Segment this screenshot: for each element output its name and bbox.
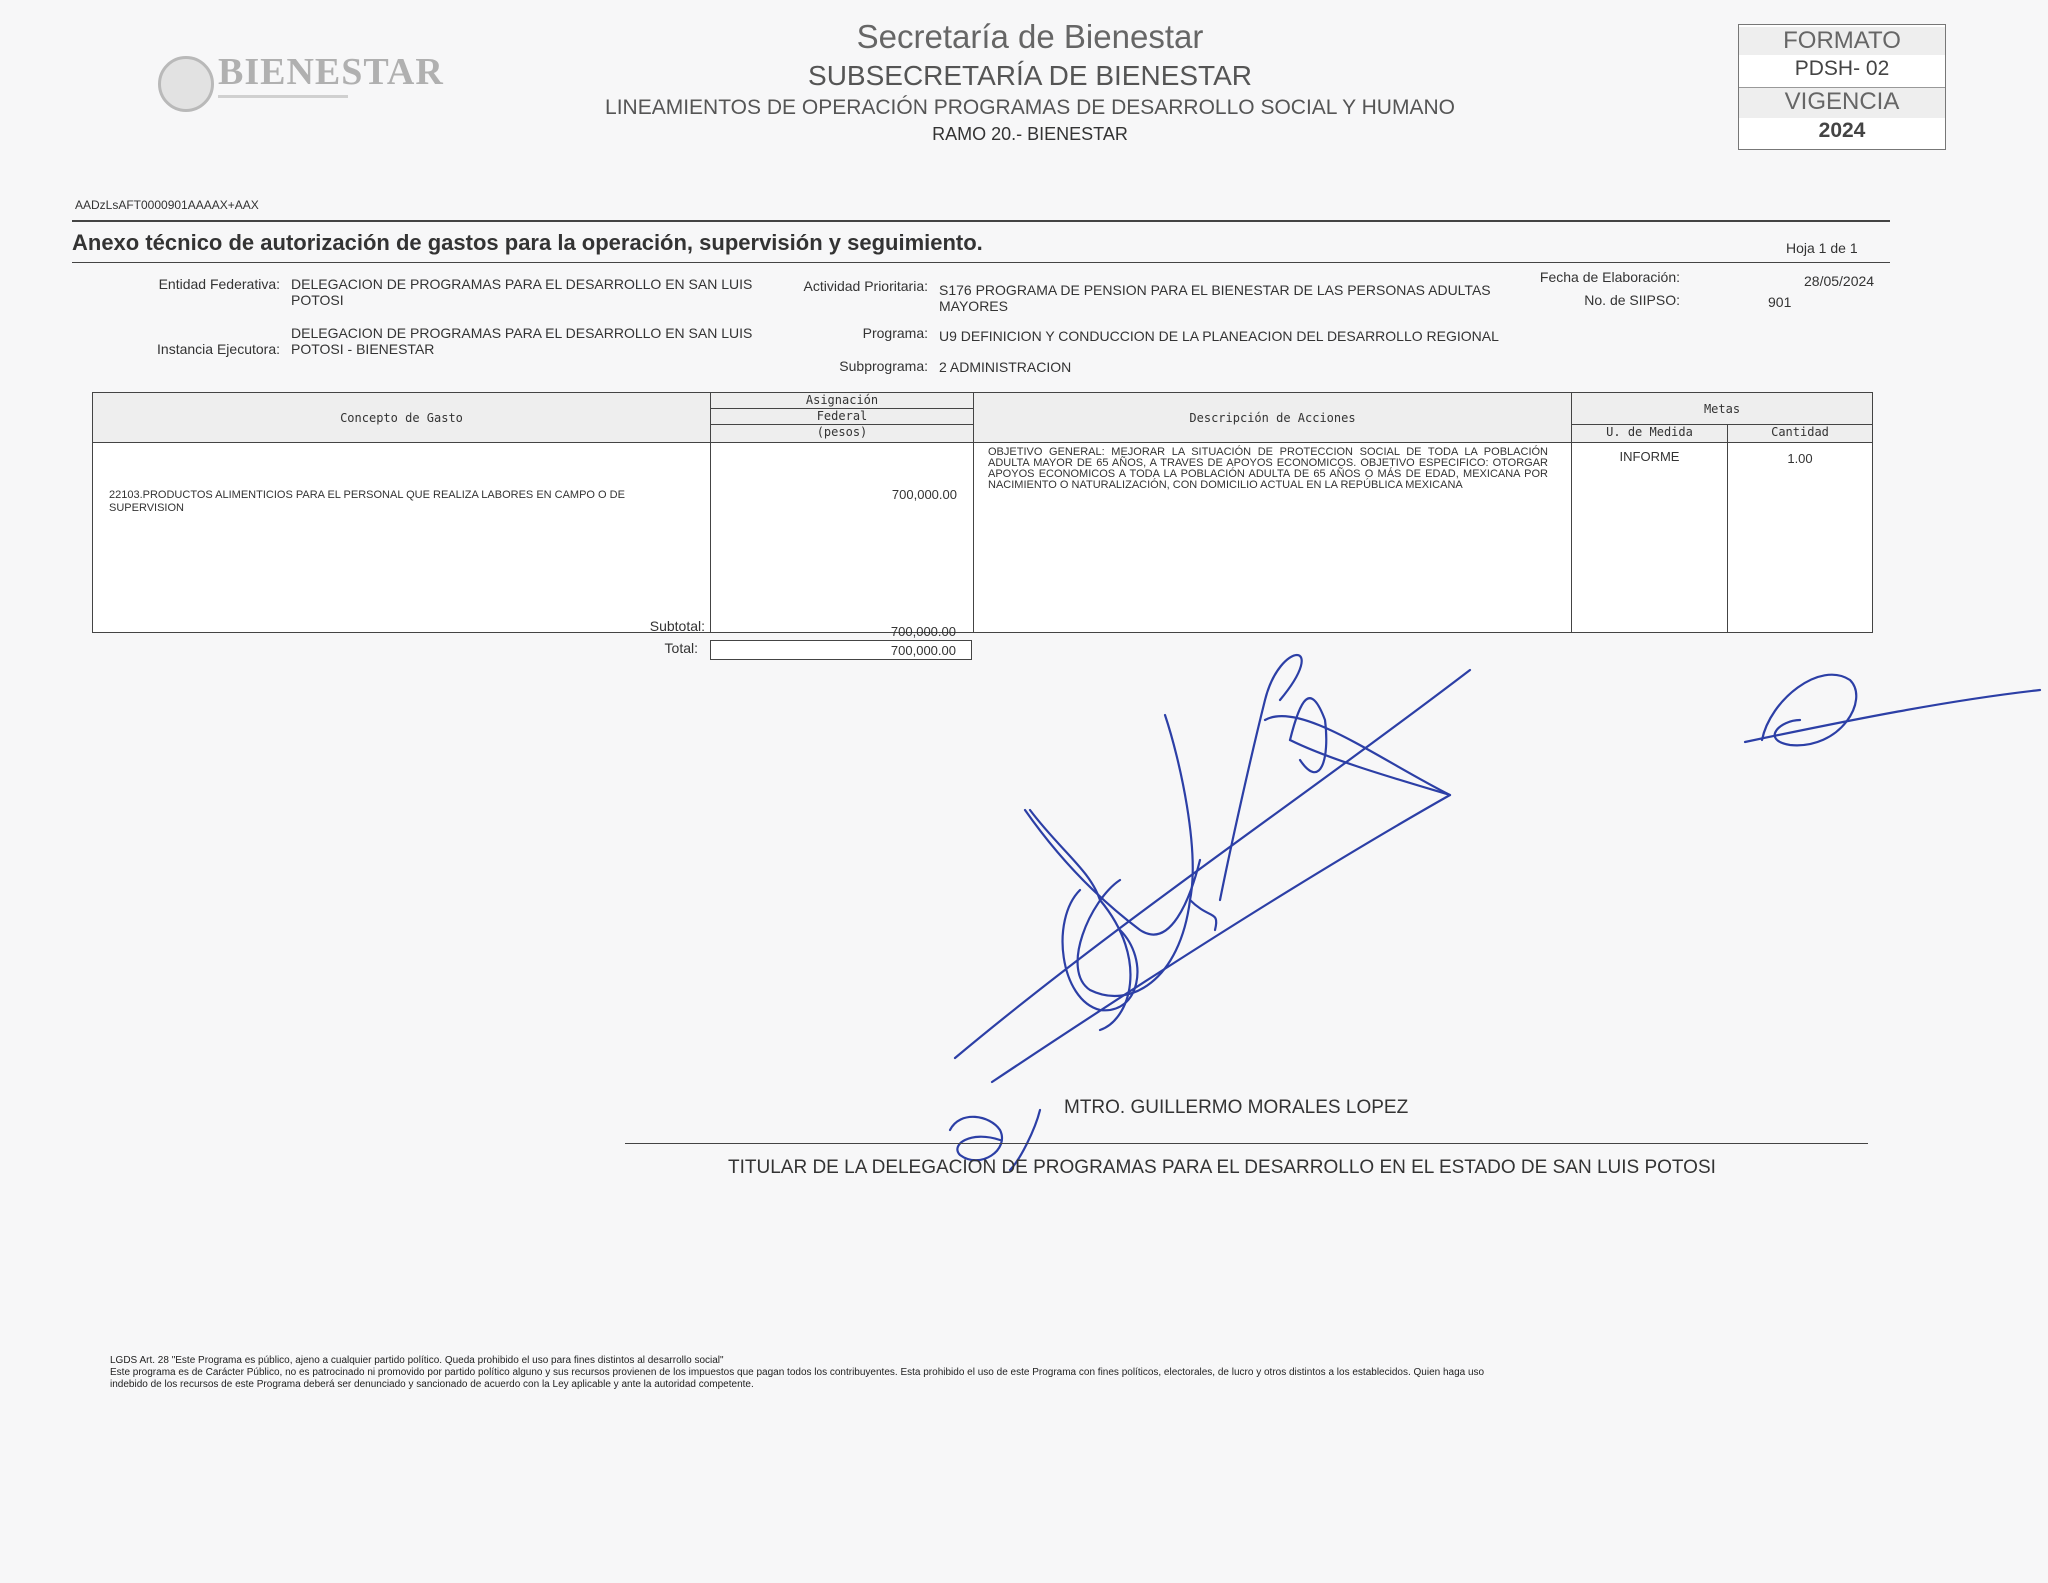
row-descripcion: OBJETIVO GENERAL: MEJORAR LA SITUACIÓN DE PROTECCION SOCIAL DE TODA LA POBLACIÓN ADULTA MAYOR DE 65 AÑOS, A TRAVES DE APOYOS ECONOMICOS. OBJETIVO ESPECIFICO: OTORGAR APOYOS ECONOMICOS A TODA LA POBLACIÓN ADULTA DE 65 AÑOS O MÁS DE EDAD, MEXICANA POR NACIMIENTO O NATURALIZACIÓN, CON DOMICILIO ACTUAL EN LA REPÚBLICA MEXICANA	[988, 446, 1548, 491]
vigencia-year: 2024	[1818, 119, 1866, 142]
subprograma-label: Subprograma:	[839, 358, 928, 374]
entidad-label: Entidad Federativa:	[158, 276, 280, 292]
programa-value: U9 DEFINICION Y CONDUCCION DE LA PLANEACION DEL DESARROLLO REGIONAL	[939, 328, 1499, 344]
fecha-value: 28/05/2024	[1804, 273, 1875, 289]
header-secretaria: Secretaría de Bienestar	[856, 18, 1204, 55]
entidad-value: DELEGACION DE PROGRAMAS PARA EL DESARROLLO EN SAN LUIS POTOSI	[291, 276, 753, 308]
instancia-label: Instancia Ejecutora:	[157, 341, 280, 357]
header-descripcion: Descripción de Acciones	[974, 393, 1572, 443]
siipso-label: No. de SIIPSO:	[1584, 292, 1680, 308]
subtotal-value: 700,000.00	[890, 624, 956, 639]
subtotal-label: Subtotal:	[649, 618, 705, 634]
footer-legal-1: LGDS Art. 28 "Este Programa es público, ajeno a cualquier partido político. Queda prohibido el uso para fines distintos al desarrollo social"	[110, 1355, 724, 1366]
siipso-value: 901	[1768, 294, 1792, 310]
document-title: Anexo técnico de autorización de gastos para la operación, supervisión y seguimiento.	[72, 230, 983, 255]
row-monto: 700,000.00	[891, 487, 957, 502]
total-label: Total:	[664, 640, 698, 656]
page-count: Hoja 1 de 1	[1786, 240, 1858, 256]
header-asignacion: Asignación	[711, 393, 974, 409]
instancia-value: DELEGACION DE PROGRAMAS PARA EL DESARROLLO EN SAN LUIS POTOSI - BIENESTAR	[291, 325, 753, 357]
header-unidad: U. de Medida	[1572, 425, 1728, 443]
signer-name: MTRO. GUILLERMO MORALES LOPEZ	[1064, 1097, 1409, 1118]
header-concepto: Concepto de Gasto	[93, 393, 711, 443]
signer-role: TITULAR DE LA DELEGACION DE PROGRAMAS PARA EL DESARROLLO EN EL ESTADO DE SAN LUIS POTOSI	[728, 1157, 1716, 1178]
row-cantidad: 1.00	[1728, 443, 1873, 633]
row-concepto: 22103.PRODUCTOS ALIMENTICIOS PARA EL PERSONAL QUE REALIZA LABORES EN CAMPO O DE SUPERVISION	[109, 489, 625, 514]
header-pesos: (pesos)	[711, 425, 974, 443]
header-cantidad: Cantidad	[1728, 425, 1873, 443]
formato-code: PDSH- 02	[1794, 57, 1890, 80]
fecha-label: Fecha de Elaboración:	[1539, 269, 1680, 285]
row-unidad: INFORME	[1572, 443, 1728, 633]
header-metas: Metas	[1572, 393, 1873, 425]
footer-legal-2: Este programa es de Carácter Público, no es patrocinado ni promovido por partido político alguno y sus recursos provienen de los impuestos que pagan todos los contribuyentes. Esta prohibido el uso de este Programa con fines políticos, electorales, de lucro y otros distintos a los establecidos. Quien haga uso	[110, 1367, 1485, 1378]
vigencia-label: VIGENCIA	[1739, 87, 1945, 118]
total-value: 700,000.00	[890, 643, 956, 658]
footer-legal-3: indebido de los recursos de este Programa deberá ser denunciado y sancionado de acuerdo con la Ley aplicable y ante la autoridad competente.	[110, 1379, 754, 1390]
subprograma-value: 2 ADMINISTRACION	[939, 359, 1072, 375]
header-federal: Federal	[711, 409, 974, 425]
header-subsecretaria: SUBSECRETARÍA DE BIENESTAR	[808, 60, 1252, 91]
actividad-label: Actividad Prioritaria:	[803, 278, 928, 294]
header-lineamientos: LINEAMIENTOS DE OPERACIÓN PROGRAMAS DE DESARROLLO SOCIAL Y HUMANO	[605, 96, 1455, 119]
document-code: AADzLsAFT0000901AAAAX+AAX	[75, 198, 259, 212]
actividad-value: S176 PROGRAMA DE PENSION PARA EL BIENESTAR DE LAS PERSONAS ADULTAS MAYORES	[939, 282, 1491, 314]
signature-line	[625, 1143, 1868, 1144]
programa-label: Programa:	[862, 325, 928, 341]
logo-text: BIENESTAR	[218, 51, 444, 93]
header-ramo: RAMO 20.- BIENESTAR	[932, 124, 1128, 144]
formato-label: FORMATO	[1739, 27, 1945, 55]
